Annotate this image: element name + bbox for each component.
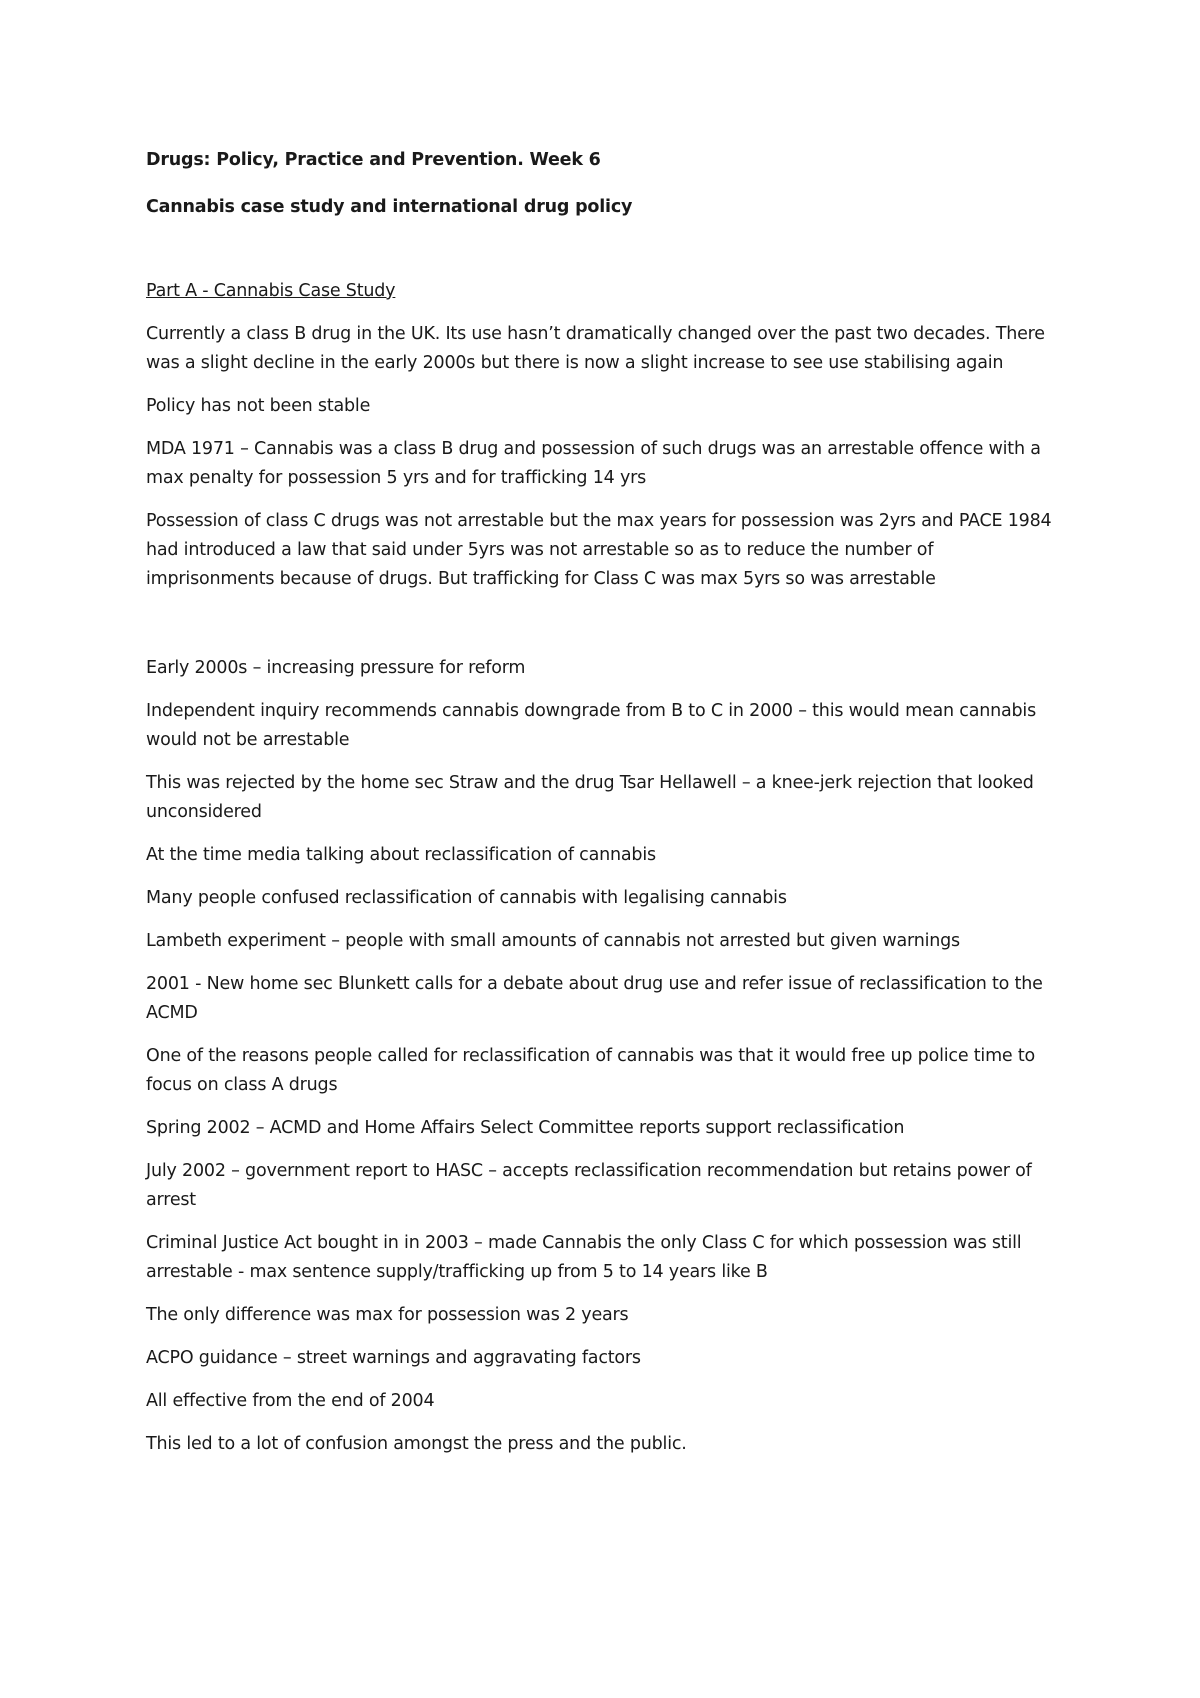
paragraph: Early 2000s – increasing pressure for reform — [146, 658, 526, 678]
paragraph: This led to a lot of confusion amongst the press and the public. — [146, 1434, 687, 1454]
section-heading: Part A - Cannabis Case Study — [146, 281, 396, 301]
paragraph: July 2002 – government report to HASC – accepts reclassification recommendation but retains power of arrest — [146, 1161, 1032, 1210]
paragraph: Criminal Justice Act bought in in 2003 – made Cannabis the only Class C for which possession was still arrestable - max sentence supply/trafficking up from 5 to 14 years like B — [146, 1233, 1022, 1282]
paragraph: The only difference was max for possession was 2 years — [146, 1305, 629, 1325]
document-body — [146, 146, 1066, 1459]
document-title: Drugs: Policy, Practice and Prevention. Week 6 — [146, 150, 601, 170]
paragraph: Spring 2002 – ACMD and Home Affairs Select Committee reports support reclassification — [146, 1118, 905, 1138]
paragraph: This was rejected by the home sec Straw and the drug Tsar Hellawell – a knee-jerk rejection that looked unconsidered — [146, 773, 1034, 822]
paragraph: All effective from the end of 2004 — [146, 1391, 435, 1411]
document-subtitle: Cannabis case study and international drug policy — [146, 197, 633, 217]
paragraph: 2001 - New home sec Blunkett calls for a debate about drug use and refer issue of reclassification to the ACMD — [146, 974, 1043, 1023]
paragraph: Possession of class C drugs was not arrestable but the max years for possession was 2yrs and PACE 1984 had introduced a law that said under 5yrs was not arrestable so as to reduce the number of imprisonments because of drugs. But trafficking for Class C was max 5yrs so was arrestable — [146, 511, 1052, 589]
paragraph: Currently a class B drug in the UK. Its use hasn’t dramatically changed over the past two decades. There was a slight decline in the early 2000s but there is now a slight increase to see use stabilising again — [146, 324, 1045, 373]
paragraph: ACPO guidance – street warnings and aggravating factors — [146, 1348, 641, 1368]
paragraph: One of the reasons people called for reclassification of cannabis was that it would free up police time to focus on class A drugs — [146, 1046, 1036, 1095]
paragraph: At the time media talking about reclassification of cannabis — [146, 845, 656, 865]
paragraph: Independent inquiry recommends cannabis downgrade from B to C in 2000 – this would mean cannabis would not be arrestable — [146, 701, 1037, 750]
paragraph: MDA 1971 – Cannabis was a class B drug and possession of such drugs was an arrestable offence with a max penalty for possession 5 yrs and for trafficking 14 yrs — [146, 439, 1041, 488]
paragraph: Lambeth experiment – people with small amounts of cannabis not arrested but given warnings — [146, 931, 960, 951]
paragraph: Many people confused reclassification of cannabis with legalising cannabis — [146, 888, 787, 908]
paragraph: Policy has not been stable — [146, 396, 371, 416]
